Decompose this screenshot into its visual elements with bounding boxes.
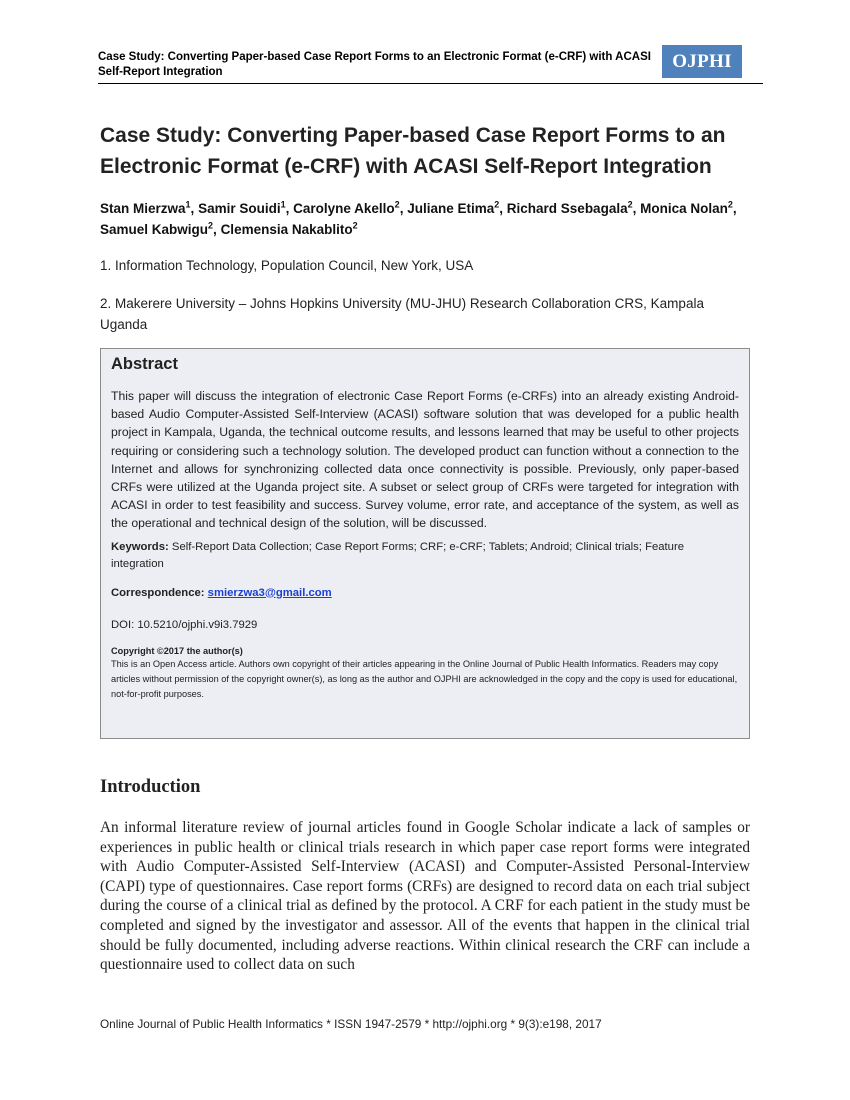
introduction-text: An informal literature review of journal articles found in Google Scholar indicate a lack of samples or experiences in public health or clinical trials research in which paper case report forms were integrated with Audio Computer-Assisted Self-Interview (ACASI) and Computer-Assisted Personal-Interview (CAPI) type of questionnaires. Case report forms (CRFs) are designed to record data on each trial subject during the course of a clinical trial as defined by the protocol. A CRF for each patient in the study must be completed and signed by the investigator and assessor. All of the events that happen in the clinical trial should be fully documented, including adverse reactions. Within clinical research the CRF can include a questionnaire used to collect data on such: [100, 819, 750, 974]
author-affiliation-mark: 2: [208, 220, 214, 231]
author-name: Richard Ssebagala: [506, 201, 628, 216]
correspondence-email-link[interactable]: smierzwa3@gmail.com: [207, 586, 332, 599]
page-footer: Online Journal of Public Health Informatics * ISSN 1947-2579 * http://ojphi.org * 9(3):e198, 2017: [100, 1017, 602, 1031]
introduction-heading: Introduction: [100, 777, 201, 797]
author-affiliation-mark: 1: [280, 199, 286, 210]
doi: DOI: 10.5210/ojphi.v9i3.7929: [111, 618, 258, 631]
copyright-text: This is an Open Access article. Authors own copyright of their articles appearing in the Online Journal of Public Health Informatics. Readers may copy articles without permission of the copyright owner(s), as long as the author and OJPHI are acknowledged in the copy and the copy is used for educational, not-for-profit purposes.: [111, 659, 738, 700]
author-name: Samir Souidi: [198, 201, 281, 216]
affiliation-2: 2. Makerere University – Johns Hopkins University (MU-JHU) Research Collaboration CRS, Kampala Uganda: [100, 296, 704, 332]
abstract-box: [100, 348, 750, 739]
header-divider: [98, 83, 763, 84]
affiliation-1: 1. Information Technology, Population Council, New York, USA: [100, 258, 474, 273]
author-list: Stan Mierzwa$^1$, Samir Souidi$^1$, Carolyne Akello$^2$, Juliane Etima$^2$, Richard Ssebagala$^2$, Monica Nolan$^2$, Samuel Kabwigu$^2$, Clemensia Nakablito$^2$: [100, 199, 737, 237]
author-name: Samuel Kabwigu: [100, 222, 209, 237]
keywords-text: Self-Report Data Collection; Case Report Forms; CRF; e-CRF; Tablets; Android; Clinical trials; Feature integration: [111, 540, 685, 570]
author-affiliation-mark: 1: [185, 199, 191, 210]
author-name: Carolyne Akello: [293, 201, 395, 216]
correspondence-label: Correspondence:: [111, 586, 205, 599]
journal-logo: OJPHI: [662, 45, 742, 78]
author-name: Monica Nolan: [640, 201, 728, 216]
author-affiliation-mark: 2: [627, 199, 633, 210]
author-affiliation-mark: 2: [352, 220, 358, 231]
author-name: Stan Mierzwa: [100, 201, 186, 216]
author-name: Juliane Etima: [407, 201, 495, 216]
author-name: Clemensia Nakablito: [220, 222, 353, 237]
author-affiliation-mark: 2: [394, 199, 400, 210]
abstract-heading: Abstract: [111, 355, 178, 373]
abstract-text: This paper will discuss the integration of electronic Case Report Forms (e-CRFs) into an already existing Android-based Audio Computer-Assisted Self-Interview (ACASI) software solution that was developed for a public health project in Kampala, Uganda, the technical outcome results, and lessons learned that may be useful to other projects requiring or considering such a technology solution. The developed product can function without a connection to the Internet and allows for synchronizing collected data once connectivity is possible. Previously, only paper-based CRFs were utilized at the Uganda project site. A subset or select group of CRFs were targeted for integration with ACASI in order to test feasibility and success. Survey volume, error rate, and acceptance of the system, as well as the operational and technical design of the solution, will be discussed.: [111, 389, 739, 531]
keywords: [111, 539, 739, 573]
correspondence: [111, 585, 739, 601]
copyright-heading: Copyright ©2017 the author(s): [111, 645, 243, 656]
author-affiliation-mark: 2: [727, 199, 733, 210]
paper-title: Case Study: Converting Paper-based Case Report Forms to an Electronic Format (e-CRF) with ACASI Self-Report Integration: [100, 124, 726, 178]
keywords-label: Keywords:: [111, 540, 169, 553]
running-header-title: Case Study: Converting Paper-based Case Report Forms to an Electronic Format (e-CRF) with ACASI Self-Report Integration: [98, 51, 651, 78]
author-affiliation-mark: 2: [494, 199, 500, 210]
